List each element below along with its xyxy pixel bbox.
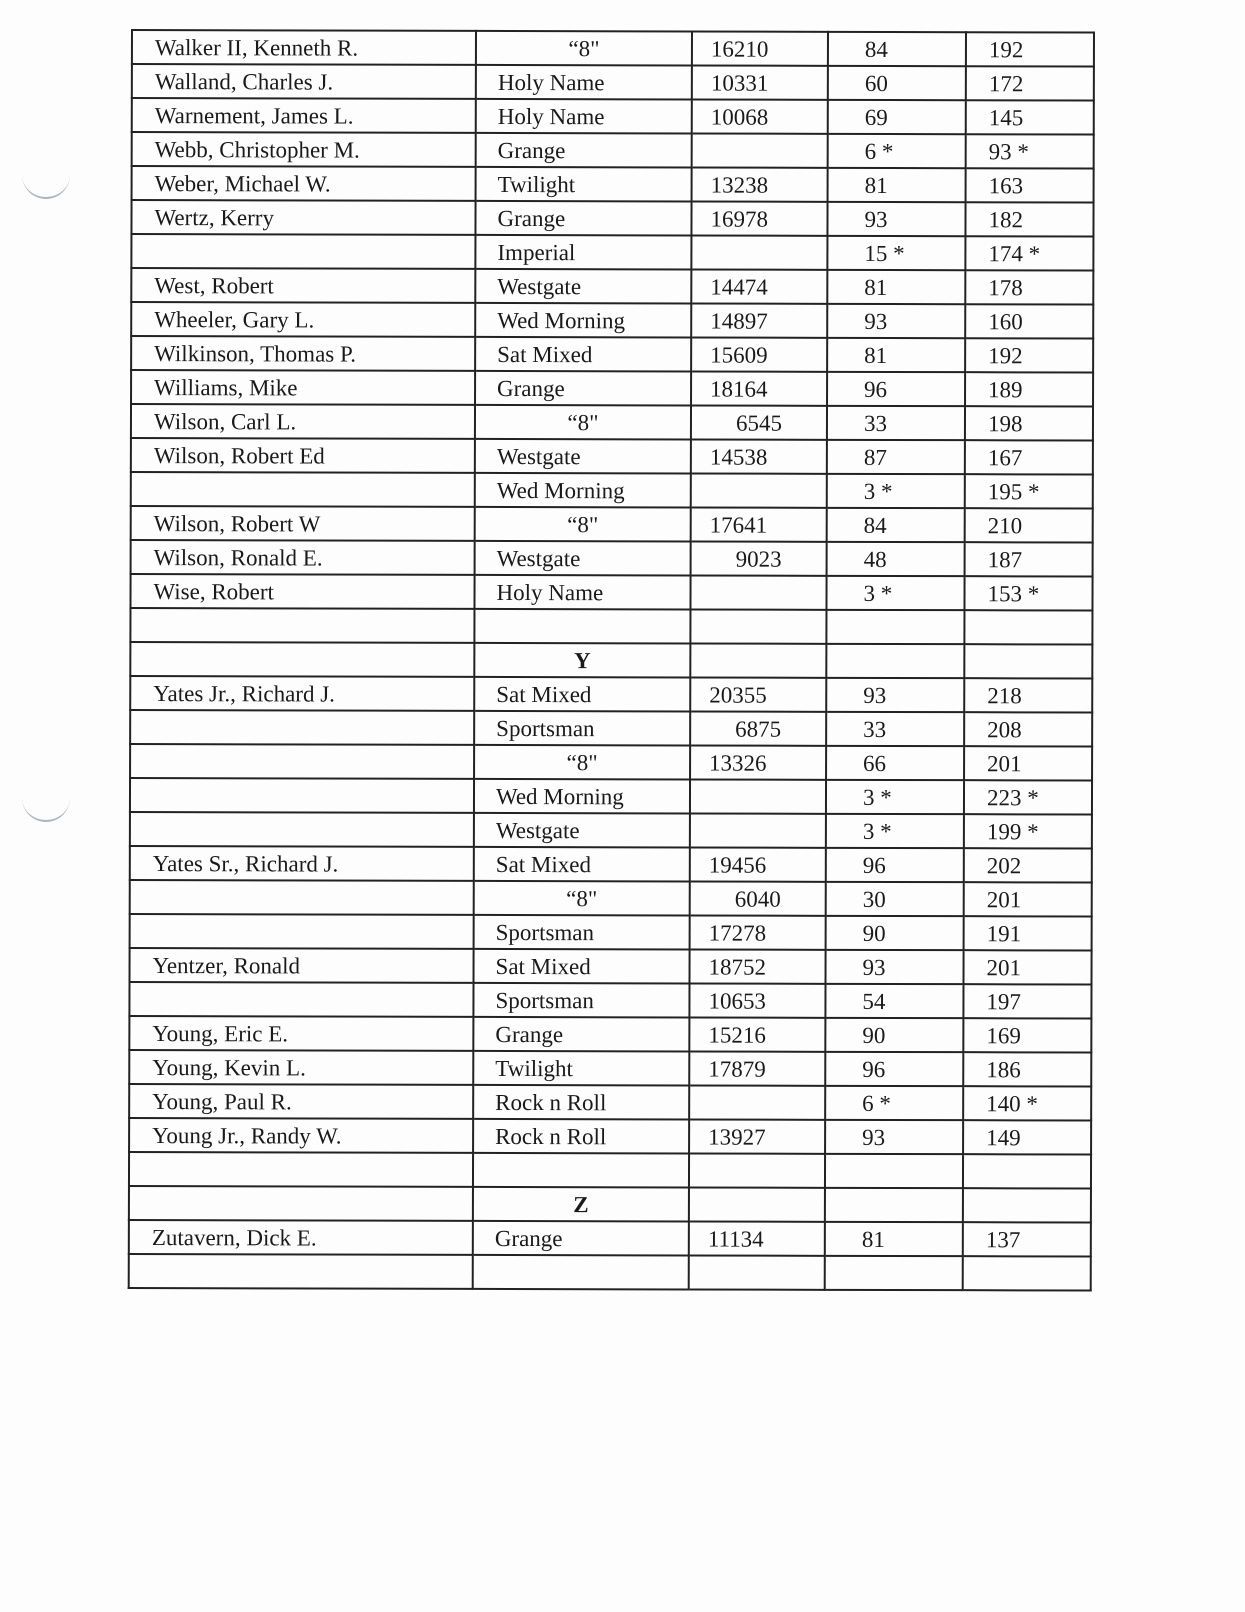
games-count-cell: 3 * [827,474,965,508]
average-score-cell: 174 * [965,236,1093,270]
bowler-name-cell: Williams, Mike [131,370,475,405]
bowler-name-cell: Webb, Christopher M. [132,132,476,167]
league-name-cell: Rock n Roll [473,1085,689,1120]
league-name-cell: Sat Mixed [474,677,690,712]
games-count-cell: 3 * [826,780,964,814]
empty-cell [474,609,690,644]
binder-hole-mark [22,798,70,822]
league-name-cell: Sat Mixed [474,847,690,882]
table-row [130,846,1092,883]
league-name-cell: Sportsman [474,915,690,950]
total-pins-cell: 6040 [690,881,826,915]
average-score-cell: 169 [963,1018,1091,1052]
bowler-name-cell: Walker II, Kenneth R. [132,30,476,65]
bowler-name-cell: Wilkinson, Thomas P. [131,336,475,371]
total-pins-cell [691,235,827,269]
games-count-cell: 81 [825,1222,963,1256]
league-name-cell: “8" [474,745,690,780]
total-pins-cell: 16210 [692,31,828,65]
games-count-cell: 93 [826,950,964,984]
bowler-name-cell: Young, Paul R. [129,1084,473,1119]
total-pins-cell: 13238 [692,167,828,201]
total-pins-cell [690,779,826,813]
league-name-cell: Twilight [473,1051,689,1086]
games-count-cell: 33 [827,406,965,440]
average-score-cell: 187 [965,542,1093,576]
games-count-cell: 96 [825,1052,963,1086]
league-name-cell: Sat Mixed [475,337,691,372]
league-name-cell: “8" [475,507,691,542]
table-row [131,302,1093,339]
league-name-cell: Grange [476,133,692,168]
average-score-cell: 167 [965,440,1093,474]
total-pins-cell [689,1085,825,1119]
roster-body [129,30,1094,1291]
bowler-name-cell: Wise, Robert [130,574,474,609]
blank-row [129,1254,1091,1291]
games-count-cell: 81 [827,338,965,372]
total-pins-cell: 14474 [691,269,827,303]
average-score-cell: 197 [963,984,1091,1018]
games-count-cell: 30 [826,882,964,916]
average-score-cell: 201 [964,950,1092,984]
empty-cell [826,610,964,644]
league-name-cell: Westgate [475,541,691,576]
blank-row [130,608,1092,645]
empty-cell [130,642,474,677]
average-score-cell: 140 * [963,1086,1091,1120]
table-row [130,778,1092,815]
table-row [130,880,1092,917]
league-name-cell: Wed Morning [475,473,691,508]
games-count-cell: 54 [825,984,963,1018]
blank-row [129,1152,1091,1189]
games-count-cell: 90 [826,916,964,950]
table-row [130,676,1092,713]
table-row [131,540,1093,577]
bowler-name-cell: Wilson, Robert W [131,506,475,541]
games-count-cell: 6 * [828,134,966,168]
table-row [130,574,1092,611]
total-pins-cell: 17879 [689,1051,825,1085]
league-name-cell: Rock n Roll [473,1119,689,1154]
table-row [132,166,1094,203]
league-name-cell: Imperial [475,235,691,270]
games-count-cell: 81 [827,270,965,304]
games-count-cell: 93 [825,1120,963,1154]
empty-cell [473,1255,689,1290]
empty-cell [129,1186,473,1221]
empty-cell [689,1255,825,1289]
average-score-cell: 137 [963,1222,1091,1256]
bowler-name-cell: Wilson, Ronald E. [131,540,475,575]
table-row [132,98,1094,135]
bowler-roster-table [128,29,1095,1292]
total-pins-cell [691,473,827,507]
empty-cell [129,1254,473,1289]
league-name-cell: Westgate [475,269,691,304]
total-pins-cell: 10653 [689,983,825,1017]
games-count-cell: 93 [827,304,965,338]
total-pins-cell [690,575,826,609]
total-pins-cell: 6875 [690,711,826,745]
league-name-cell: Wed Morning [474,779,690,814]
league-name-cell: Grange [473,1017,689,1052]
average-score-cell: 182 [965,202,1093,236]
average-score-cell: 172 [966,66,1094,100]
league-name-cell: Sportsman [474,711,690,746]
table-row [130,710,1092,747]
average-score-cell: 192 [966,32,1094,66]
league-name-cell: Holy Name [476,99,692,134]
total-pins-cell: 17278 [690,915,826,949]
average-score-cell: 195 * [965,474,1093,508]
bowler-name-cell: Wilson, Carl L. [131,404,475,439]
games-count-cell: 96 [827,372,965,406]
total-pins-cell: 17641 [691,507,827,541]
section-letter: Y [474,643,690,678]
bowler-name-cell [130,744,474,779]
table-row [131,234,1093,271]
league-name-cell: Twilight [476,167,692,202]
average-score-cell: 218 [964,678,1092,712]
bowler-name-cell: Wilson, Robert Ed [131,438,475,473]
total-pins-cell: 19456 [690,847,826,881]
bowler-name-cell: Young, Eric E. [129,1016,473,1051]
average-score-cell: 198 [965,406,1093,440]
table-row [129,1118,1091,1155]
empty-cell [964,610,1092,644]
table-row [130,812,1092,849]
table-row [129,982,1091,1019]
total-pins-cell: 6545 [691,405,827,439]
table-row [130,914,1092,951]
average-score-cell: 160 [965,304,1093,338]
table-row [129,1016,1091,1053]
total-pins-cell: 9023 [691,541,827,575]
table-row [130,744,1092,781]
bowler-name-cell [129,982,473,1017]
total-pins-cell: 18752 [690,949,826,983]
table-row [131,268,1093,305]
league-name-cell: Holy Name [474,575,690,610]
empty-cell [473,1153,689,1188]
total-pins-cell: 18164 [691,371,827,405]
bowler-name-cell: Wheeler, Gary L. [131,302,475,337]
bowler-name-cell: Young, Kevin L. [129,1050,473,1085]
total-pins-cell: 11134 [689,1221,825,1255]
bowler-name-cell: Young Jr., Randy W. [129,1118,473,1153]
league-name-cell: Holy Name [476,65,692,100]
average-score-cell: 192 [965,338,1093,372]
empty-cell [826,644,964,678]
bowler-name-cell: Warnement, James L. [132,98,476,133]
empty-cell [963,1154,1091,1188]
binder-hole-mark [22,175,70,199]
games-count-cell: 87 [827,440,965,474]
games-count-cell: 3 * [826,576,964,610]
table-row [130,948,1092,985]
total-pins-cell: 10068 [692,99,828,133]
empty-cell [963,1188,1091,1222]
bowler-name-cell: Wertz, Kerry [131,200,475,235]
average-score-cell: 186 [963,1052,1091,1086]
games-count-cell: 69 [828,100,966,134]
section-header-row [130,642,1092,679]
table-row [132,132,1094,169]
bowler-name-cell [130,778,474,813]
section-letter: Z [473,1187,689,1222]
table-row [129,1050,1091,1087]
games-count-cell: 93 [827,202,965,236]
bowler-name-cell [130,812,474,847]
empty-cell [825,1154,963,1188]
average-score-cell: 202 [964,848,1092,882]
league-name-cell: Grange [473,1221,689,1256]
table-row [131,506,1093,543]
empty-cell [964,644,1092,678]
total-pins-cell: 13927 [689,1119,825,1153]
bowler-name-cell [131,472,475,507]
games-count-cell: 6 * [825,1086,963,1120]
empty-cell [963,1256,1091,1290]
table-row [131,336,1093,373]
average-score-cell: 191 [964,916,1092,950]
empty-cell [690,609,826,643]
total-pins-cell: 10331 [692,65,828,99]
average-score-cell: 153 * [964,576,1092,610]
total-pins-cell: 15609 [691,337,827,371]
league-name-cell: Sat Mixed [474,949,690,984]
total-pins-cell: 14897 [691,303,827,337]
league-name-cell: Sportsman [473,983,689,1018]
empty-cell [690,643,826,677]
average-score-cell: 201 [964,882,1092,916]
league-name-cell: “8" [474,881,690,916]
bowler-name-cell: Walland, Charles J. [132,64,476,99]
table-row [129,1084,1091,1121]
average-score-cell: 93 * [966,134,1094,168]
games-count-cell: 48 [827,542,965,576]
empty-cell [825,1256,963,1290]
average-score-cell: 163 [966,168,1094,202]
table-row [131,438,1093,475]
average-score-cell: 210 [965,508,1093,542]
bowler-name-cell: Zutavern, Dick E. [129,1220,473,1255]
average-score-cell: 149 [963,1120,1091,1154]
table-row [132,64,1094,101]
league-name-cell: Grange [475,201,691,236]
bowler-name-cell: Yentzer, Ronald [130,948,474,983]
games-count-cell: 3 * [826,814,964,848]
average-score-cell: 199 * [964,814,1092,848]
bowler-name-cell: West, Robert [131,268,475,303]
table-row [131,472,1093,509]
league-name-cell: Grange [475,371,691,406]
bowler-name-cell: Yates Jr., Richard J. [130,676,474,711]
games-count-cell: 84 [828,32,966,66]
total-pins-cell [692,133,828,167]
bowler-name-cell: Weber, Michael W. [132,166,476,201]
league-name-cell: Westgate [475,439,691,474]
league-name-cell: Wed Morning [475,303,691,338]
empty-cell [689,1187,825,1221]
average-score-cell: 145 [966,100,1094,134]
games-count-cell: 81 [828,168,966,202]
bowler-name-cell [130,710,474,745]
bowler-name-cell [130,914,474,949]
games-count-cell: 84 [827,508,965,542]
bowler-name-cell [130,880,474,915]
league-name-cell: “8" [475,405,691,440]
total-pins-cell: 20355 [690,677,826,711]
games-count-cell: 93 [826,678,964,712]
games-count-cell: 33 [826,712,964,746]
empty-cell [689,1153,825,1187]
league-name-cell: Westgate [474,813,690,848]
table-row [131,370,1093,407]
total-pins-cell: 14538 [691,439,827,473]
total-pins-cell: 13326 [690,745,826,779]
average-score-cell: 223 * [964,780,1092,814]
total-pins-cell: 16978 [691,201,827,235]
bowler-name-cell: Yates Sr., Richard J. [130,846,474,881]
empty-cell [130,608,474,643]
average-score-cell: 189 [965,372,1093,406]
average-score-cell: 201 [964,746,1092,780]
table-row [131,200,1093,237]
table-row [131,404,1093,441]
games-count-cell: 60 [828,66,966,100]
games-count-cell: 96 [826,848,964,882]
table-row [129,1220,1091,1257]
total-pins-cell [690,813,826,847]
league-name-cell: “8" [476,31,692,66]
empty-cell [825,1188,963,1222]
average-score-cell: 178 [965,270,1093,304]
bowler-name-cell [131,234,475,269]
games-count-cell: 90 [825,1018,963,1052]
section-header-row [129,1186,1091,1223]
total-pins-cell: 15216 [689,1017,825,1051]
games-count-cell: 66 [826,746,964,780]
average-score-cell: 208 [964,712,1092,746]
games-count-cell: 15 * [827,236,965,270]
empty-cell [129,1152,473,1187]
table-row [132,30,1094,67]
